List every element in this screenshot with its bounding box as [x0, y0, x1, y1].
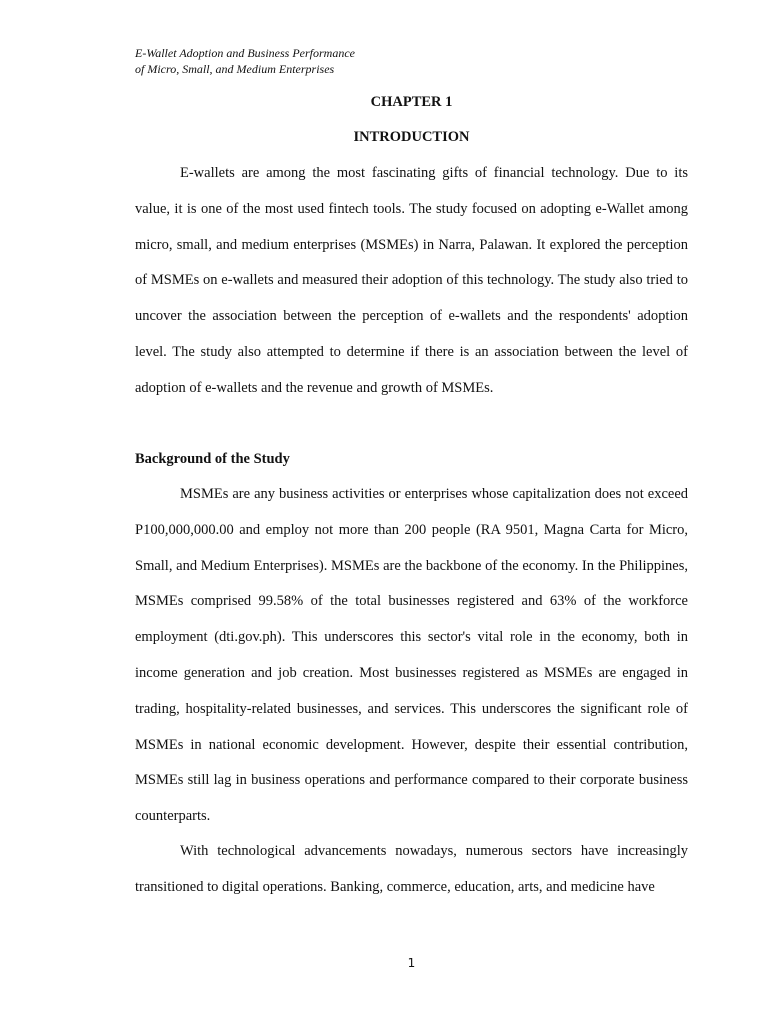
running-head: [135, 45, 355, 77]
background-title: Background of the Study: [135, 451, 290, 467]
intro-paragraph: E-wallets are among the most fascinating gifts of financial technology. Due to its value, it is one of the most used fintech tools. The study focused on adopting e-Wallet among micro, small, and medium enterprises (MSMEs) in Narra, Palawan. It explored the perception of MSMEs on e-wallets and measured their adoption of this technology. The study also tried to uncover the association between the perception of e-wallets and the respondents' adoption level. The study also attempted to determine if there is an association between the level of adoption of e-wallets and the revenue and growth of MSMEs.: [135, 165, 688, 396]
background-paragraph-2: With technological advancements nowadays, numerous sectors have increasingly transitioned to digital operations. Banking, commerce, education, arts, and medicine have: [135, 843, 688, 895]
page-number: 1: [407, 956, 416, 970]
running-head-line-1: E-Wallet Adoption and Business Performance: [135, 46, 355, 60]
chapter-title: CHAPTER 1: [370, 94, 453, 110]
running-head-line-2: of Micro, Small, and Medium Enterprises: [135, 62, 335, 76]
background-paragraph-1: MSMEs are any business activities or enterprises whose capitalization does not exceed P100,000,000.00 and employ not more than 200 people (RA 9501, Magna Carta for Micro, Small, and Medium Enterprises). MSMEs are the backbone of the economy. In the Philippines, MSMEs comprised 99.58% of the total businesses registered and 63% of the workforce employment (dti.gov.ph). This underscores this sector's vital role in the economy, both in income generation and job creation. Most businesses registered as MSMEs are engaged in trading, hospitality-related businesses, and services. This underscores the significant role of MSMEs in national economic development. However, despite their essential contribution, MSMEs still lag in business operations and performance compared to their corporate business counterparts.: [135, 486, 688, 825]
section-heading: INTRODUCTION: [353, 129, 470, 145]
